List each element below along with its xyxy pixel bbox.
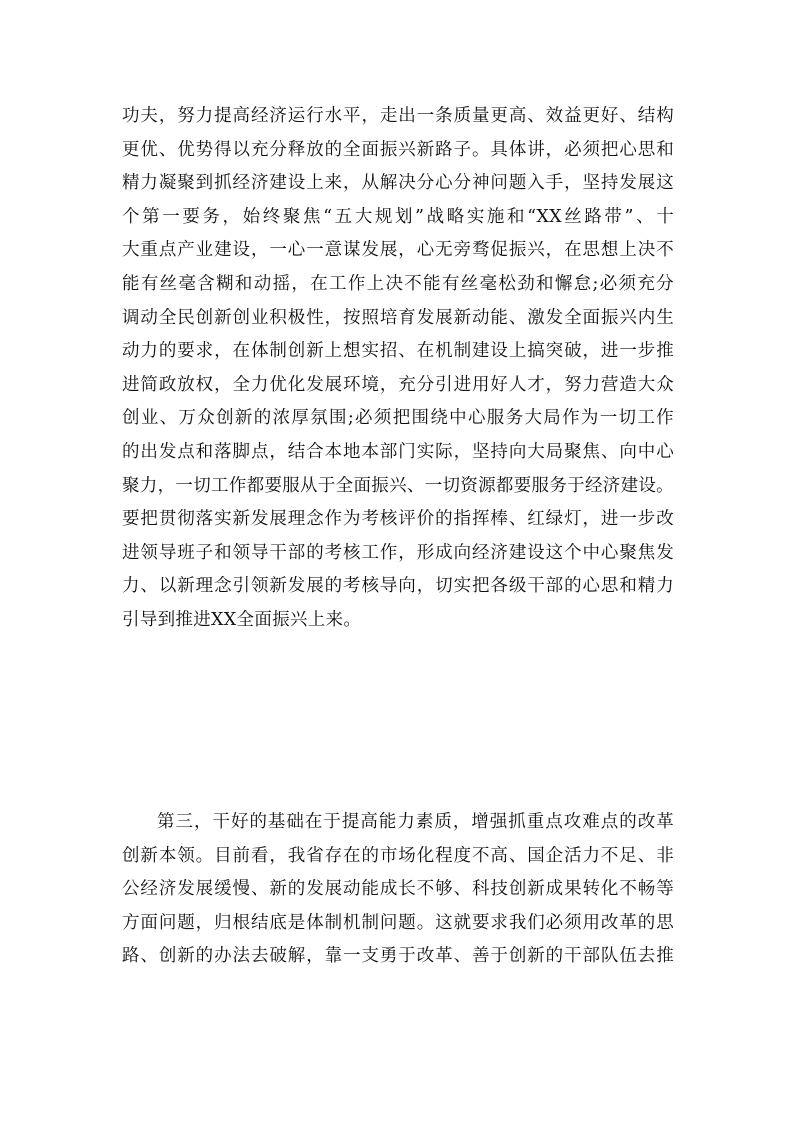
text-line: 引导到推进XX全面振兴上来。 [122,609,362,630]
text-line: 创新本领。目前看，我省存在的市场化程度不高、国企活力不足、非 [122,845,674,866]
text-line: 精力凝聚到抓经济建设上来，从解决分心分神问题入手，坚持发展这 [122,173,674,194]
paragraph-1 [122,100,674,638]
text-line: 更优、优势得以充分释放的全面振兴新路子。具体讲，必须把心思和 [122,139,674,160]
text-line: 公经济发展缓慢、新的发展动能成长不够、科技创新成果转化不畅等 [122,879,674,900]
text-line: 力、以新理念引领新发展的考核导向，切实把各级干部的心思和精力 [122,576,674,597]
text-line: 功夫，努力提高经济运行水平，走出一条质量更高、效益更好、结构 [122,106,674,126]
text-line: 聚力，一切工作都要服从于全面振兴、一切资源都要服务于经济建设。 [122,475,674,496]
text-line: 进领导班子和领导干部的考核工作，形成向经济建设这个中心聚焦发 [122,542,674,563]
text-line: 进简政放权，全力优化发展环境，充分引进用好人才，努力营造大众 [122,374,674,395]
text-line: 要把贯彻落实新发展理念作为考核评价的指挥棒、红绿灯，进一步改 [122,509,674,530]
text-line: 第三，干好的基础在于提高能力素质，增强抓重点攻难点的改革 [157,812,674,832]
text-line: 动力的要求，在体制创新上想实招、在机制建设上搞突破，进一步推 [122,341,674,362]
text-line: 路、创新的办法去破解，靠一支勇于改革、善于创新的干部队伍去推 [122,946,674,967]
text-line: 大重点产业建设，一心一意谋发展，心无旁骛促振兴，在思想上决不 [122,240,674,261]
text-line: 调动全民创新创业积极性，按照培育发展新动能、激发全面振兴内生 [122,307,674,328]
text-line: 能有丝毫含糊和动摇，在工作上决不能有丝毫松劲和懈怠;必须充分 [122,273,674,294]
text-line: 个第一要务，始终聚焦“五大规划”战略实施和“XX丝路带”、十 [122,206,674,227]
text-line: 的出发点和落脚点，结合本地本部门实际，坚持向大局聚焦、向中心 [122,441,674,462]
text-line: 创业、万众创新的浓厚氛围;必须把围绕中心服务大局作为一切工作 [122,408,674,429]
paragraph-2 [122,806,674,974]
text-line: 方面问题，归根结底是体制机制问题。这就要求我们必须用改革的思 [122,912,674,933]
